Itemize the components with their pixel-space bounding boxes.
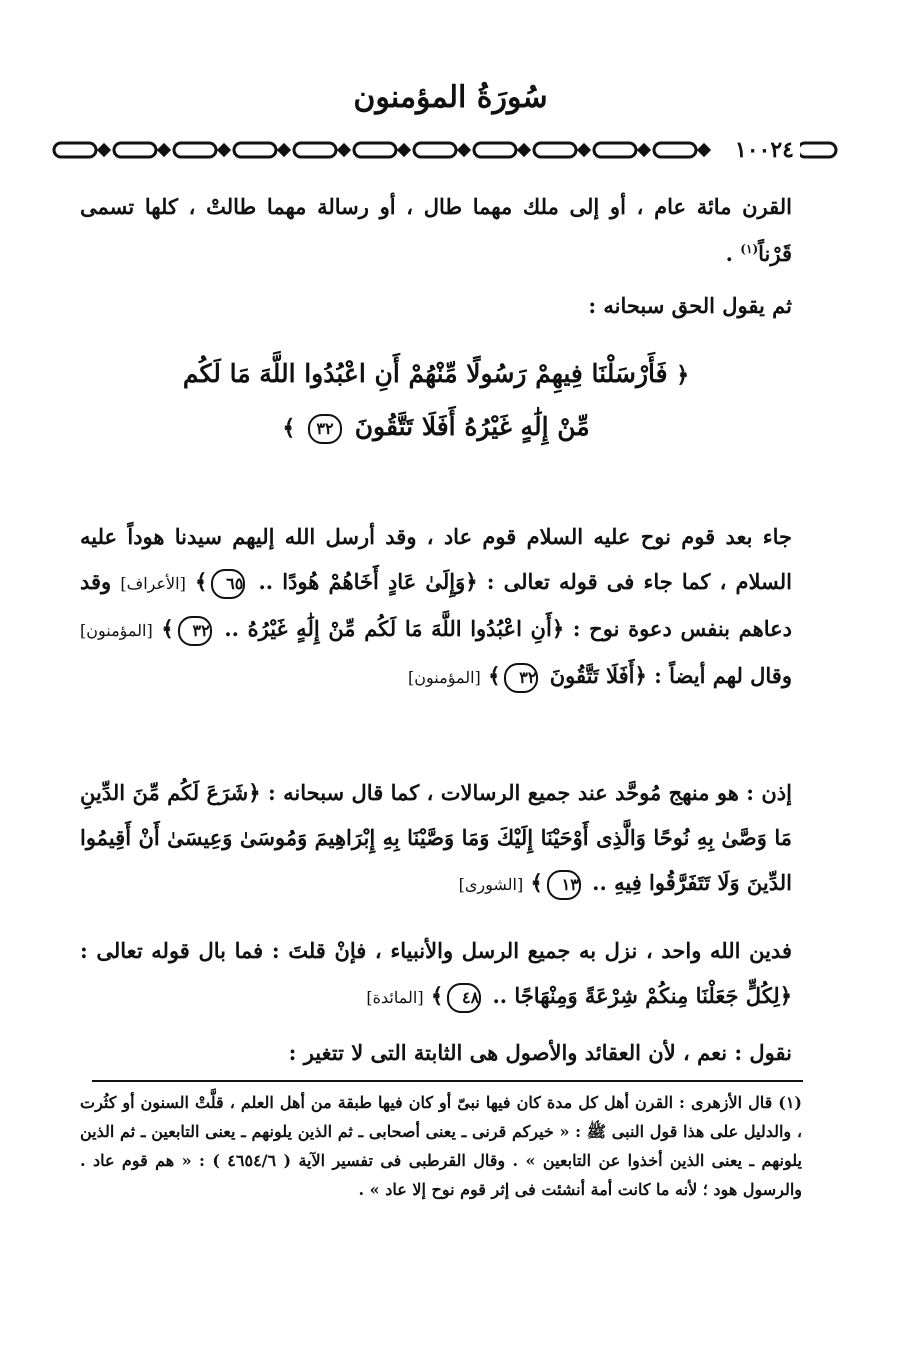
chain-link (594, 143, 636, 157)
footnote: (١) قال الأزهرى : القرن أهل كل مدة كان فيها نبىّ أو كان فيها طبقة من أهل العلم ، قلَّتْ السنون أو كثُرت ، والدليل على هذا قول النبى ﷺ : « خيركم قرنى ـ يعنى أصحابى ـ ثم الذين يلونهم ـ يعنى التابعين ـ ثم الذين يلونهم ـ يعنى الذين أخذوا عن التابعين » . وقال القرطبى فى تفسير الآية ( ٤٦٥٤/٦ ) : « هم قوم عاد . والرسول هود ؛ لأنه ما كانت أمة أنشئت فى إثر قوم نوح إلا عاد » . (80, 1093, 802, 1199)
quran-verse (80, 348, 792, 454)
page-number: ١٠٠٢٤ (729, 136, 800, 164)
chain-link (798, 143, 836, 157)
paragraph-3: جاء بعد قوم نوح عليه السلام قوم عاد ، وقد أرسل الله إليهم سيدنا هوداً عليه السلام ، كما جاء فى قوله تعالى : ﴿وَإِلَىٰ عَادٍ أَخَاهُمْ هُودًا .. ٦٥﴾ [الأعراف] وقد دعاهم بنفس دعوة نوح : ﴿أَنِ اعْبُدُوا اللَّهَ مَا لَكُم مِّنْ إِلَٰهٍ غَيْرُهُ .. ٣٢﴾ [المؤمنون] وقال لهم أيضاً : ﴿أَفَلَا تَتَّقُونَ ٣٢﴾ [المؤمنون] (80, 514, 792, 700)
chain-diamond (99, 145, 109, 155)
paragraph-3-part-a: جاء بعد قوم نوح عليه السلام قوم عاد ، وقد أرسل الله إليهم سيدنا هوداً عليه السلام ، كما جاء فى قوله تعالى : ﴿وَإِلَىٰ عَادٍ أَخَاهُمْ هُودًا .. (80, 524, 793, 594)
chain-diamond (579, 145, 589, 155)
chain-diamond (339, 145, 349, 155)
paragraph-3-part-c: وقال لهم أيضاً : ﴿أَفَلَا تَتَّقُونَ (542, 663, 792, 688)
verse-open-ornament: ﴿ (676, 362, 690, 388)
ayah-number-badge: ٦٥ (211, 569, 245, 599)
paragraph-5-text: فدين الله واحد ، نزل به جميع الرسل والأنبياء ، فإنْ قلتَ : فما بال قوله تعالى : ﴿لِكُلٍّ جَعَلْنَا مِنكُمْ شِرْعَةً وَمِنْهَاجًا .. (80, 938, 792, 1008)
chain-link (354, 143, 396, 157)
surah-reference: [الشورى] (458, 875, 524, 894)
chain-link (54, 143, 96, 157)
surah-reference: [المائدة] (366, 988, 424, 1007)
ayah-number-badge: ٤٨ (447, 983, 481, 1013)
ayah-number-badge: ٣٢ (308, 414, 342, 444)
paragraph-6: نقول : نعم ، لأن العقائد والأصول هى الثابتة التى لا تتغير : (288, 1040, 792, 1065)
chain-diamond (459, 145, 469, 155)
footnote-marker[interactable]: (١) (740, 242, 759, 256)
footnote-divider (92, 1080, 803, 1082)
chain-diamond (219, 145, 229, 155)
chain-diamond (639, 145, 649, 155)
chain-border-ornament (50, 138, 840, 162)
chain-link (474, 143, 516, 157)
ayah-number-badge: ١٣ (547, 870, 581, 900)
chain-link (174, 143, 216, 157)
ayah-number-badge: ٣٢ (504, 663, 538, 693)
chain-diamond (399, 145, 409, 155)
chain-diamond (159, 145, 169, 155)
surah-reference: [المؤمنون] (80, 621, 153, 640)
surah-reference: [المؤمنون] (408, 668, 481, 687)
chain-link (234, 143, 276, 157)
verse-line-1-text: فَأَرْسَلْنَا فِيهِمْ رَسُولًا مِّنْهُمْ أَنِ اعْبُدُوا اللَّهَ مَا لَكُم (182, 359, 668, 388)
verse-line-2-text: مِّنْ إِلَٰهٍ غَيْرُهُ أَفَلَا تَتَّقُونَ (354, 412, 590, 441)
paragraph-3-part-b: وقد دعاهم بنفس دعوة نوح : ﴿أَنِ اعْبُدُوا اللَّهَ مَا لَكُم مِّنْ إِلَٰهٍ غَيْرُهُ .. (80, 569, 793, 641)
verse-line-2 (80, 401, 792, 454)
verse-close-ornament: ﴾ (282, 415, 296, 441)
chain-link (114, 143, 156, 157)
paragraph-1-text: القرن مائة عام ، أو إلى ملك مهما طال ، أو رسالة مهما طالتْ ، كلها تسمى قَرْناً (80, 194, 792, 266)
surah-reference: [الأعراف] (120, 574, 186, 593)
surah-title: سُورَةُ المؤمنون (353, 80, 548, 115)
paragraph-4-text: إذن : هو منهج مُوحَّد عند جميع الرسالات ، كما قال سبحانه : ﴿شَرَعَ لَكُم مِّنَ الدِّينِ مَا وَصَّىٰ بِهِ نُوحًا وَالَّذِى أَوْحَيْنَا إِلَيْكَ وَمَا وَصَّيْنَا بِهِ إِبْرَاهِيمَ وَمُوسَىٰ وَعِيسَىٰ أَنْ أَقِيمُوا الدِّينَ وَلَا تَتَفَرَّقُوا فِيهِ .. (80, 780, 792, 895)
chain-link (414, 143, 456, 157)
ayah-number-badge: ٣٢ (178, 616, 212, 646)
paragraph-2: ثم يقول الحق سبحانه : (588, 293, 792, 318)
paragraph-4: إذن : هو منهج مُوحَّد عند جميع الرسالات ، كما قال سبحانه : ﴿شَرَعَ لَكُم مِّنَ الدِّينِ مَا وَصَّىٰ بِهِ نُوحًا وَالَّذِى أَوْحَيْنَا إِلَيْكَ وَمَا وَصَّيْنَا بِهِ إِبْرَاهِيمَ وَمُوسَىٰ وَعِيسَىٰ أَنْ أَقِيمُوا الدِّينَ وَلَا تَتَفَرَّقُوا فِيهِ .. ١٣﴾ [الشورى] (80, 770, 792, 907)
paragraph-1-end: . (725, 241, 741, 266)
paragraph-5: فدين الله واحد ، نزل به جميع الرسل والأنبياء ، فإنْ قلتَ : فما بال قوله تعالى : ﴿لِكُلٍّ جَعَلْنَا مِنكُمْ شِرْعَةً وَمِنْهَاجًا .. ٤٨﴾ [المائدة] (80, 928, 792, 1020)
chain-link (534, 143, 576, 157)
chain-link (294, 143, 336, 157)
header-ornament-row (50, 136, 840, 164)
chain-diamond (279, 145, 289, 155)
verse-line-1 (80, 348, 792, 401)
chain-diamond (699, 145, 709, 155)
chain-link (654, 143, 696, 157)
chain-diamond (519, 145, 529, 155)
paragraph-1 (80, 186, 792, 275)
